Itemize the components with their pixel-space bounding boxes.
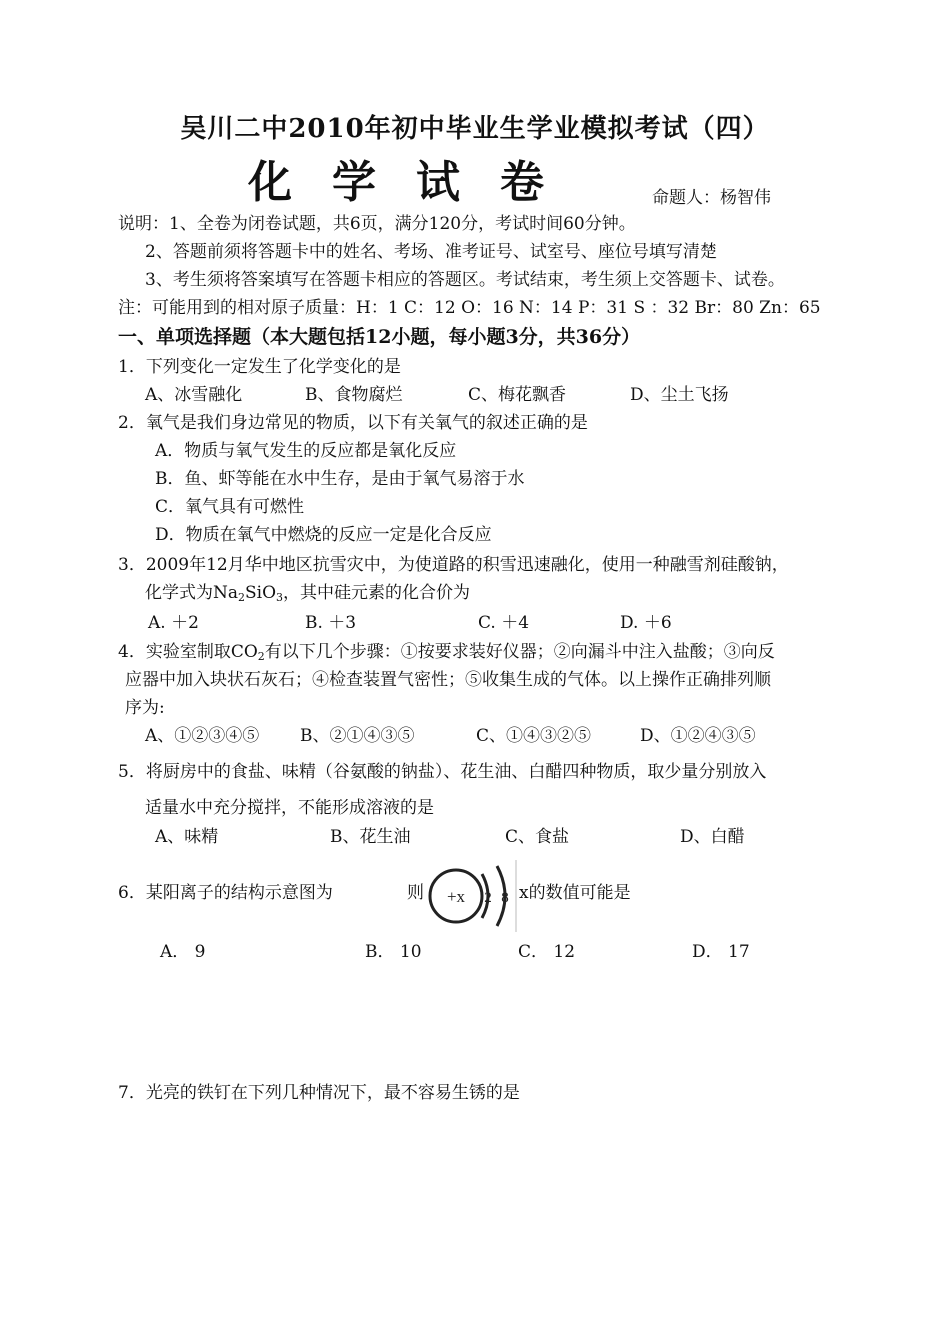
question-3-option-d: D. ＋6: [620, 613, 672, 633]
q4-sub: 2: [257, 650, 265, 663]
question-5-stem-line-1: 5．将厨房中的食盐、味精（谷氨酸的钠盐）、花生油、白醋四种物质，取少量分别放入: [118, 762, 767, 782]
question-1-option-c: C、梅花飘香: [468, 385, 567, 405]
q4-text-pre: 4．实验室制取CO: [118, 642, 258, 662]
question-3-option-a: A. ＋2: [148, 613, 199, 633]
question-2-option-c: C．氧气具有可燃性: [155, 497, 305, 517]
question-1-option-b: B、食物腐烂: [305, 385, 403, 405]
question-2-option-a: A．物质与氧气发生的反应都是氧化反应: [155, 441, 457, 461]
question-3-stem-line-2: [145, 581, 470, 610]
question-6-stem-mid: 则: [407, 883, 424, 903]
question-1-stem: 1．下列变化一定发生了化学变化的是: [118, 357, 401, 377]
section-heading: 一、单项选择题（本大题包括12小题，每小题3分，共36分）: [118, 326, 641, 348]
question-4-stem-line-2: 应器中加入块状石灰石；④检查装置气密性；⑤收集生成的气体。以上操作正确排列顺: [125, 670, 771, 690]
question-5-stem-line-2: 适量水中充分搅拌，不能形成溶液的是: [145, 798, 434, 818]
instruction-line-1: 说明：1、全卷为闭卷试题，共6页，满分120分，考试时间60分钟。: [118, 214, 636, 234]
question-3-option-c: C. ＋4: [478, 613, 530, 633]
question-6-stem-post: x的数值可能是: [519, 883, 631, 903]
question-6-option-a: A． 9: [160, 942, 206, 962]
question-2-option-d: D．物质在氧气中燃烧的反应一定是化合反应: [155, 525, 492, 545]
question-7-stem: 7．光亮的铁钉在下列几种情况下，最不容易生锈的是: [118, 1083, 520, 1103]
exam-title: 吴川二中2010年初中毕业生学业模拟考试（四）: [180, 114, 770, 144]
question-5-option-c: C、食盐: [505, 827, 570, 847]
subject-title: 化学试卷: [248, 157, 584, 208]
question-2-option-b: B．鱼、虾等能在水中生存，是由于氧气易溶于水: [155, 469, 525, 489]
question-2-stem: 2．氧气是我们身边常见的物质，以下有关氧气的叙述正确的是: [118, 413, 588, 433]
question-1-option-a: A、冰雪融化: [145, 385, 243, 405]
instruction-line-2: 2、答题前须将答题卡中的姓名、考场、准考证号、试室号、座位号填写清楚: [145, 242, 717, 262]
nucleus-charge-label: +x: [446, 887, 466, 906]
q4-text-post: 有以下几个步骤：①按要求装好仪器；②向漏斗中注入盐酸；③向反: [264, 642, 775, 662]
shell-1-electron-count: 2: [484, 890, 492, 906]
question-6-option-b: B． 10: [365, 942, 422, 962]
author-label: 命题人：杨智伟: [652, 188, 771, 208]
question-5-option-a: A、味精: [155, 827, 219, 847]
question-6-option-c: C． 12: [518, 942, 576, 962]
q3-text-mid: SiO: [245, 583, 277, 603]
question-4-option-d: D、①②④③⑤: [640, 726, 756, 746]
question-1-option-d: D、尘土飞扬: [630, 385, 729, 405]
q3-text-post: ，其中硅元素的化合价为: [283, 583, 471, 603]
q3-text-pre: 化学式为Na: [145, 583, 239, 603]
question-4-stem-line-3: 序为:: [125, 698, 165, 718]
question-4-option-b: B、②①④③⑤: [300, 726, 415, 746]
atomic-mass-note: 注：可能用到的相对原子质量：H：1 C：12 O：16 N：14 P：31 S ：32 Br：80 Zn：65: [118, 298, 821, 318]
question-3-stem-line-1: 3．2009年12月华中地区抗雪灾中，为使道路的积雪迅速融化，使用一种融雪剂硅酸钠，: [118, 555, 789, 575]
instruction-line-3: 3、考生须将答案填写在答题卡相应的答题区。考试结束，考生须上交答题卡、试卷。: [145, 270, 785, 290]
q3-sub-1: 2: [238, 591, 246, 604]
question-4-option-a: A、①②③④⑤: [145, 726, 260, 746]
q3-sub-2: 3: [276, 591, 284, 604]
question-6-option-d: D． 17: [692, 942, 750, 962]
question-4-stem-line-1: [118, 640, 775, 669]
question-5-option-d: D、白醋: [680, 827, 745, 847]
ion-structure-diagram: [420, 858, 518, 934]
question-6-stem-pre: 6．某阳离子的结构示意图为: [118, 883, 333, 903]
question-5-option-b: B、花生油: [330, 827, 411, 847]
shell-2-electron-count: 8: [501, 890, 509, 906]
question-4-option-c: C、①④③②⑤: [476, 726, 592, 746]
question-3-option-b: B. ＋3: [305, 613, 357, 633]
